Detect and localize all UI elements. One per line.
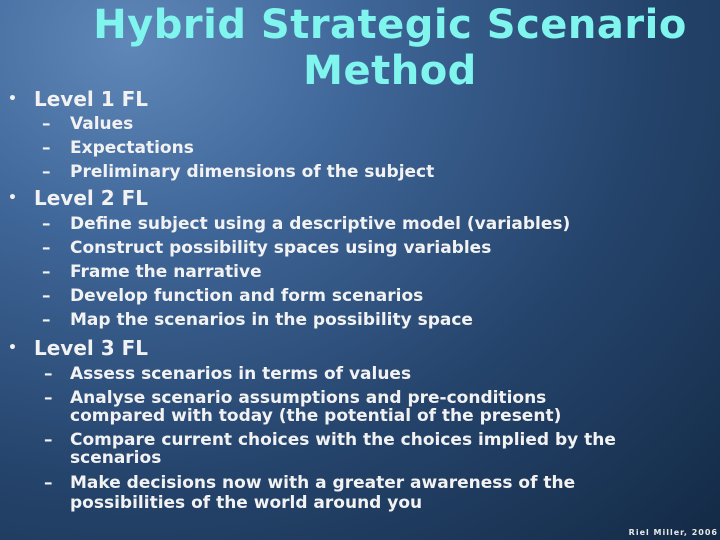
list-item-text: Compare current choices with the choices implied by the (70, 430, 616, 450)
bullet-icon: • (8, 340, 17, 356)
dash-icon: – (42, 310, 51, 330)
list-item-text: Map the scenarios in the possibility space (70, 310, 473, 330)
list-item-text: Define subject using a descriptive model (variables) (70, 214, 571, 234)
list-item-text: Frame the narrative (70, 262, 262, 282)
list-item-text: Expectations (70, 138, 194, 158)
list-item-text: Assess scenarios in terms of values (70, 364, 412, 384)
list-item-text: Preliminary dimensions of the subject (70, 162, 435, 182)
slide-title-line-1: Hybrid Strategic Scenario (93, 2, 687, 48)
list-item-text-continued: possibilities of the world around you (70, 493, 423, 513)
dash-icon: – (44, 430, 53, 450)
level-3-heading (8, 336, 148, 360)
level-heading-label: Level 3 FL (34, 336, 149, 360)
dash-icon: – (44, 364, 53, 384)
dash-icon: – (42, 114, 51, 134)
list-item-text: Make decisions now with a greater awareness of the (70, 473, 576, 493)
level-2-heading (8, 186, 148, 210)
dash-icon: – (44, 388, 53, 408)
dash-icon: – (42, 238, 51, 258)
bullet-icon: • (8, 91, 17, 107)
footer-credit: Riel Miller, 2006 (628, 528, 718, 537)
dash-icon: – (42, 214, 51, 234)
list-item-text: Construct possibility spaces using variables (70, 238, 492, 258)
list-item-text: Develop function and form scenarios (70, 286, 424, 306)
dash-icon: – (42, 162, 51, 182)
list-item-text: Analyse scenario assumptions and pre-conditions (70, 388, 547, 408)
list-item-text: Values (70, 114, 134, 134)
list-item-text-continued: scenarios (70, 448, 162, 468)
dash-icon: – (42, 138, 51, 158)
dash-icon: – (42, 262, 51, 282)
slide-title (70, 2, 710, 94)
slide-title-line-2: Method (303, 48, 477, 94)
list-item-text-continued: compared with today (the potential of the present) (70, 406, 562, 426)
bullet-icon: • (8, 190, 17, 206)
dash-icon: – (44, 473, 53, 493)
level-heading-label: Level 2 FL (34, 186, 149, 210)
level-1-heading (8, 87, 148, 111)
level-heading-label: Level 1 FL (34, 87, 149, 111)
dash-icon: – (42, 286, 51, 306)
